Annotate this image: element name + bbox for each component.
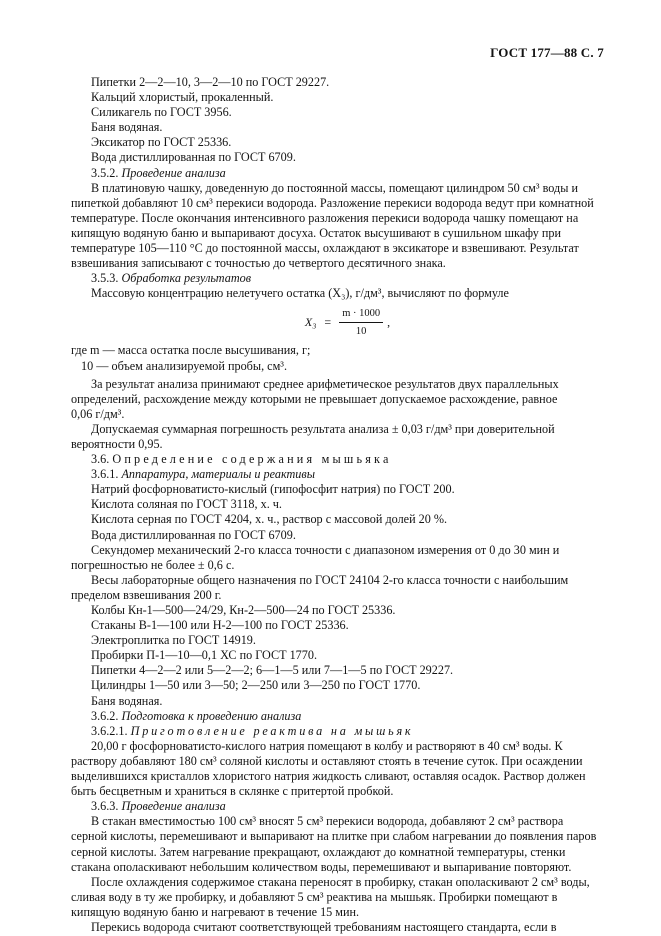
section-number: 3.6. bbox=[91, 452, 110, 467]
section-heading-3-5-3 bbox=[91, 271, 604, 286]
text-line: температуре 105—110 °С до постоянной массы, охлаждают в эксикаторе и взвешивают. Результат bbox=[71, 241, 579, 256]
list-item: Эксикатор по ГОСТ 25336. bbox=[91, 135, 232, 150]
text-line: Весы лабораторные общего назначения по ГОСТ 24104 2-го класса точности с наибольшим bbox=[91, 572, 569, 587]
text-line: серной кислоты, перемешивают и выпаривают на плитке при слабом нагревании до появления паров bbox=[71, 829, 597, 844]
text-line: определений, расхождение между которыми не превышает допускаемое расхождение, равное bbox=[71, 391, 558, 406]
list-item: Пипетки 2—2—10, 3—2—10 по ГОСТ 29227. bbox=[91, 75, 330, 89]
list-item: Пипетки 4—2—2 или 5—2—2; 6—1—5 или 7—1—5 по ГОСТ 29227. bbox=[91, 663, 454, 678]
list-item: Электроплитка по ГОСТ 14919. bbox=[91, 633, 256, 648]
text-line: 0,06 г/дм³. bbox=[71, 406, 125, 421]
list-item: Натрий фосфорноватисто-кислый (гипофосфит натрия) по ГОСТ 200. bbox=[91, 482, 455, 497]
formula-tail: , bbox=[387, 314, 391, 329]
list-item: Вода дистиллированная по ГОСТ 6709. bbox=[91, 150, 296, 165]
list-item: Колбы Кн-1—500—24/29, Кн-2—500—24 по ГОСТ 25336. bbox=[91, 603, 396, 617]
section-heading-3-6-2-1 bbox=[91, 724, 604, 739]
paragraph-3-6-3-a bbox=[71, 814, 604, 874]
section-heading-3-6-3 bbox=[91, 799, 604, 814]
text-line: серной кислоты. Затем нагревание прекращают, охлаждают до комнатной температуры, стенки bbox=[71, 844, 566, 859]
text-line: температуре. После окончания интенсивного разложения перекиси водорода чашку помещают на bbox=[71, 210, 579, 225]
reagents-list bbox=[91, 482, 604, 542]
text-line: вероятности 0,95. bbox=[71, 436, 163, 451]
legend-line: где m — масса остатка после высушивания, г; bbox=[71, 343, 311, 358]
text-line: кипящую водяную баню и нагревают в течение 15 мин. bbox=[71, 904, 360, 919]
formula-legend bbox=[71, 343, 604, 373]
legend-line: 10 — объем анализируемой пробы, см³. bbox=[81, 358, 287, 373]
list-item: Силикагель по ГОСТ 3956. bbox=[91, 105, 232, 120]
text-line: сливая воду в ту же пробирку, и добавляют 5 см³ реактива на мышьяк. Пробирки помещают в bbox=[71, 889, 558, 904]
text-line: пипеткой добавляют 10 см³ перекиси водорода. Разложение перекиси водорода ведут при комнатной bbox=[71, 195, 594, 210]
formula-lhs: X₃ bbox=[304, 314, 317, 329]
section-number: 3.6.2.1. bbox=[91, 723, 128, 738]
formula-intro: Массовую концентрацию нелетучего остатка (X₃), г/дм³, вычисляют по формуле bbox=[91, 286, 509, 301]
paragraph-3-6-2-1 bbox=[71, 739, 604, 799]
section-heading-3-6 bbox=[91, 452, 604, 467]
paragraph-result bbox=[71, 377, 604, 422]
equipment-list bbox=[91, 603, 604, 709]
section-number: 3.5.3. bbox=[91, 271, 119, 286]
text-line: быть бесцветным и храниться в склянке с притертой пробкой. bbox=[71, 784, 394, 799]
text-line: В платиновую чашку, доведенную до постоянной массы, помещают цилиндром 50 см³ воды и bbox=[91, 180, 578, 195]
text-line: Секундомер механический 2-го класса точности с диапазоном измерения от 0 до 30 мин и bbox=[91, 542, 560, 557]
section-number: 3.5.2. bbox=[91, 165, 119, 180]
text-line: Перекись водорода считают соответствующей требованиям настоящего стандарта, если в bbox=[91, 919, 557, 934]
paragraph-3-5-2 bbox=[71, 181, 604, 272]
formula-denominator: 10 bbox=[355, 325, 367, 337]
formula bbox=[91, 303, 604, 341]
text-line: кипящую водяную баню и выпаривают досуха. Остаток высушивают в сушильном шкафу при bbox=[71, 225, 561, 240]
paragraph-scales bbox=[71, 573, 604, 603]
text-line: взвешивания записывают с точностью до четвертого десятичного знака. bbox=[71, 256, 446, 271]
section-title: Проведение анализа bbox=[121, 799, 226, 814]
section-number: 3.6.2. bbox=[91, 708, 119, 723]
formula-fraction bbox=[339, 306, 383, 339]
section-title: Приготовление реактива на мышьяк bbox=[130, 723, 414, 738]
text-line: После охлаждения содержимое стакана переносят в пробирку, стакан ополаскивают 2 см³ воды, bbox=[91, 874, 590, 889]
section-number: 3.6.1. bbox=[91, 467, 119, 482]
section-title: Проведение анализа bbox=[121, 165, 226, 180]
materials-list bbox=[91, 75, 604, 166]
text-line: В стакан вместимостью 100 см³ вносят 5 см³ перекиси водорода, добавляют 2 см³ раствора bbox=[91, 814, 564, 829]
list-item: Цилиндры 1—50 или 3—50; 2—250 или 3—250 по ГОСТ 1770. bbox=[91, 678, 421, 693]
text-line: Допускаемая суммарная погрешность результата анализа ± 0,03 г/дм³ при доверительной bbox=[91, 421, 555, 436]
text-line: 20,00 г фосфорноватисто-кислого натрия помещают в колбу и растворяют в 40 см³ воды. К bbox=[91, 738, 563, 753]
section-title: Аппаратура, материалы и реактивы bbox=[121, 467, 315, 482]
text-line: раствору добавляют 180 см³ соляной кислоты и оставляют стоять в течение суток. При осаждении bbox=[71, 753, 583, 768]
text-line: стакана ополаскивают небольшим количеством воды, перемешивают и выпаривание повторяют. bbox=[71, 859, 572, 874]
section-title: Подготовка к проведению анализа bbox=[121, 708, 302, 723]
list-item: Кислота соляная по ГОСТ 3118, х. ч. bbox=[91, 497, 282, 512]
list-item: Кислота серная по ГОСТ 4204, х. ч., раствор с массовой долей 20 %. bbox=[91, 512, 448, 527]
list-item: Баня водяная. bbox=[91, 693, 163, 708]
section-number: 3.6.3. bbox=[91, 799, 119, 814]
section-heading-3-6-2 bbox=[91, 709, 604, 724]
text-line: выделившихся кристаллов хлористого натрия жидкость сливают, оставляя осадок. Раствор должен bbox=[71, 769, 586, 784]
section-title: Определение содержания мышьяка bbox=[112, 452, 392, 467]
document-body bbox=[71, 75, 604, 935]
list-item: Кальций хлористый, прокаленный. bbox=[91, 90, 274, 105]
formula-equals: = bbox=[324, 314, 332, 329]
paragraph-3-6-3-b bbox=[71, 875, 604, 920]
paragraph-timer bbox=[71, 543, 604, 573]
text-line: погрешностью не более ± 0,6 с. bbox=[71, 557, 235, 572]
section-heading-3-5-2 bbox=[91, 166, 604, 181]
list-item: Пробирки П-1—10—0,1 ХС по ГОСТ 1770. bbox=[91, 648, 318, 663]
section-title: Обработка результатов bbox=[121, 271, 252, 286]
paragraph-3-6-3-c bbox=[71, 920, 604, 935]
text-line: пределом взвешивания 200 г. bbox=[71, 587, 222, 602]
formula-numerator: m · 1000 bbox=[339, 306, 383, 323]
text-line: За результат анализа принимают среднее арифметическое результатов двух параллельных bbox=[91, 376, 559, 391]
page-header: ГОСТ 177—88 С. 7 bbox=[490, 45, 604, 60]
paragraph-error bbox=[71, 422, 604, 452]
section-heading-3-6-1 bbox=[91, 467, 604, 482]
list-item: Вода дистиллированная по ГОСТ 6709. bbox=[91, 527, 296, 542]
list-item: Баня водяная. bbox=[91, 120, 163, 135]
list-item: Стаканы В-1—100 или Н-2—100 по ГОСТ 25336. bbox=[91, 618, 349, 633]
